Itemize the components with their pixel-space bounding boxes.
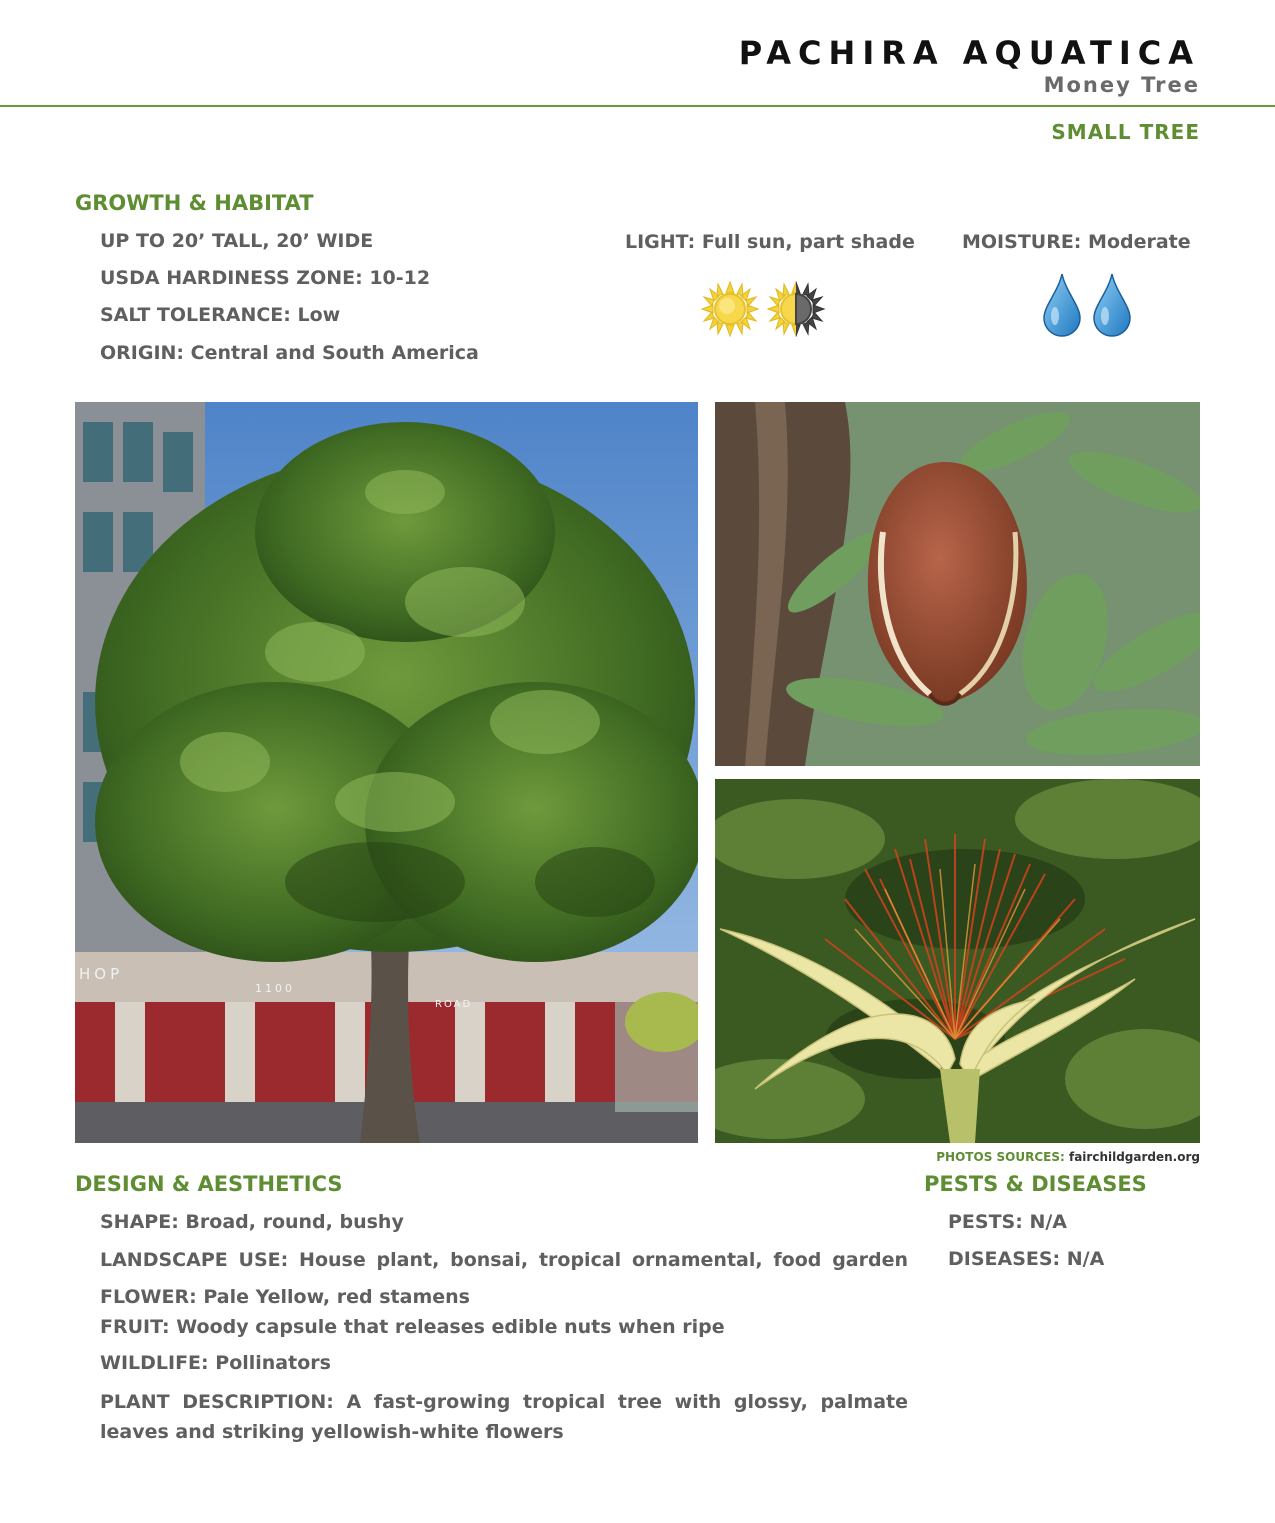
diseases-label: DISEASES: [948, 1248, 1061, 1270]
plant-description-line2: leaves and striking yellowish-white flowers [100, 1421, 564, 1443]
moisture-label: MOISTURE: [962, 231, 1082, 253]
header-divider [0, 105, 1275, 107]
photo-credit-source: fairchildgarden.org [1068, 1150, 1200, 1164]
flower-label: FLOWER: [100, 1286, 197, 1308]
fruit-label: FRUIT: [100, 1316, 170, 1338]
fruit-value: Woody capsule that releases edible nuts when ripe [176, 1316, 725, 1338]
part-shade-icon [766, 281, 826, 337]
photo-credit [936, 1150, 1200, 1164]
hardiness-zone-label: USDA HARDINESS ZONE: [100, 267, 363, 289]
diseases [948, 1248, 1104, 1270]
svg-text:HOP: HOP [79, 965, 124, 983]
fruit [100, 1316, 725, 1338]
tree-photo [75, 402, 698, 1143]
wildlife-label: WILDLIFE: [100, 1352, 209, 1374]
pests-value: N/A [1029, 1211, 1068, 1233]
hardiness-zone-value: 10-12 [369, 267, 431, 289]
shape [100, 1211, 404, 1233]
size-spec: UP TO 20’ TALL, 20’ WIDE [100, 230, 374, 252]
svg-text:ROAD: ROAD [435, 999, 473, 1010]
photo-credit-label: PHOTOS SOURCES: [936, 1150, 1065, 1164]
flower-photo [715, 779, 1200, 1143]
wildlife-value: Pollinators [215, 1352, 331, 1374]
salt-tolerance [100, 304, 340, 326]
light-label: LIGHT: [625, 231, 696, 253]
full-sun-icon [700, 281, 760, 337]
plant-description-line1: A fast-growing tropical tree with glossy, palmate [346, 1391, 908, 1413]
pests [948, 1211, 1067, 1233]
landscape-use-value: House plant, bonsai, tropical ornamental, food garden [299, 1249, 908, 1271]
salt-tolerance-label: SALT TOLERANCE: [100, 304, 291, 326]
plant-description [100, 1388, 908, 1417]
seed-pod-photo [715, 402, 1200, 766]
salt-tolerance-value: Low [297, 304, 341, 326]
shape-value: Broad, round, bushy [185, 1211, 404, 1233]
origin-label: ORIGIN: [100, 342, 185, 364]
moisture-value: Moderate [1088, 231, 1191, 253]
plant-category: SMALL TREE [1051, 120, 1200, 144]
hardiness-zone [100, 267, 430, 289]
origin [100, 342, 479, 364]
plant-description-label: PLANT DESCRIPTION: [100, 1391, 334, 1413]
svg-text:1100: 1100 [255, 982, 295, 995]
shape-label: SHAPE: [100, 1211, 179, 1233]
moisture-requirement [962, 231, 1191, 253]
landscape-use-label: LANDSCAPE USE: [100, 1249, 289, 1271]
plant-title: PACHIRA AQUATICA [738, 34, 1200, 72]
flower-value: Pale Yellow, red stamens [203, 1286, 470, 1308]
plant-description-continued [100, 1418, 908, 1447]
pests-diseases-heading: PESTS & DISEASES [924, 1172, 1147, 1196]
diseases-value: N/A [1066, 1248, 1105, 1270]
landscape-use [100, 1246, 908, 1275]
common-name: Money Tree [1043, 73, 1200, 97]
water-drop-icon [1042, 272, 1082, 338]
pests-label: PESTS: [948, 1211, 1023, 1233]
design-aesthetics-heading: DESIGN & AESTHETICS [75, 1172, 343, 1196]
growth-habitat-heading: GROWTH & HABITAT [75, 191, 314, 215]
light-requirement [625, 231, 915, 253]
wildlife [100, 1352, 331, 1374]
light-value: Full sun, part shade [701, 231, 915, 253]
origin-value: Central and South America [190, 342, 479, 364]
water-drop-icon [1092, 272, 1132, 338]
flower [100, 1286, 470, 1308]
